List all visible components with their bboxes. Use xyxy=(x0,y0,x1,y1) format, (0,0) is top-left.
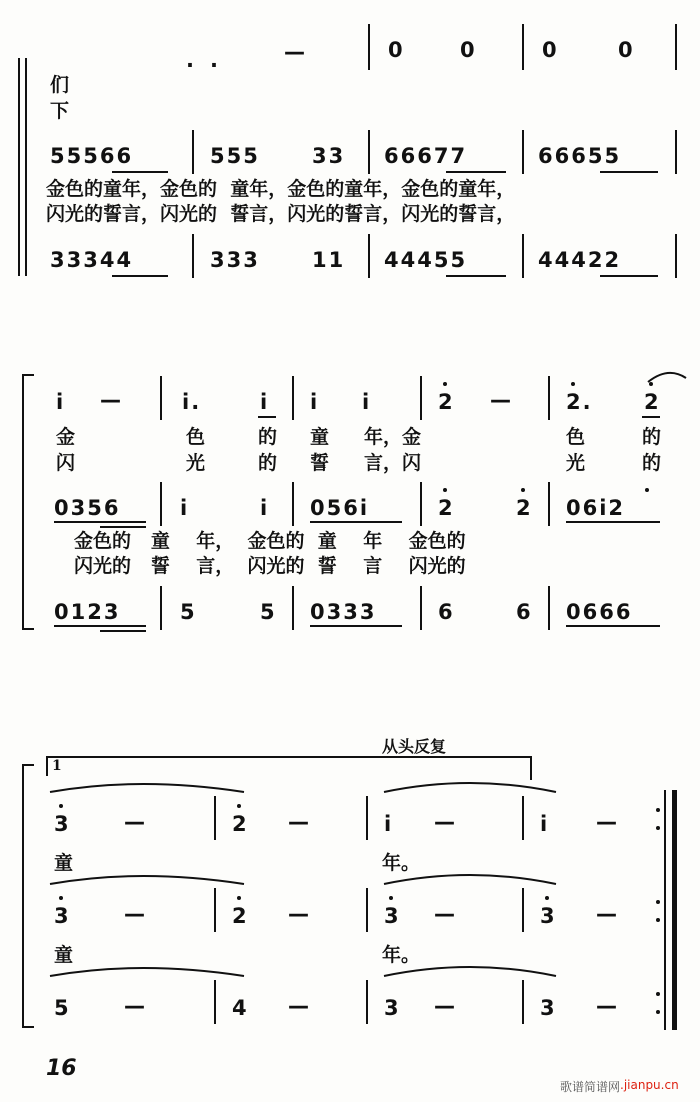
note: 5 xyxy=(54,996,71,1020)
lyric: 色 xyxy=(186,426,206,448)
lyric-line: 金色的 童 年， 金色的 童 年 金色的 xyxy=(74,530,466,552)
lyric-line: 闪光的 誓 言， 闪光的 誓 言 闪光的 xyxy=(74,555,466,577)
note-group: 33 xyxy=(312,144,346,168)
repeat-instruction: 从头反复 xyxy=(382,737,447,756)
lyric: 年。 xyxy=(382,944,421,966)
note: 3 xyxy=(540,904,557,928)
lyric: 童 xyxy=(310,426,330,448)
lyric: 的 xyxy=(642,452,662,474)
note: . xyxy=(210,48,220,72)
note-group: 0333 xyxy=(310,600,377,624)
note: i xyxy=(260,496,270,520)
tie xyxy=(50,876,244,884)
lyric: 年。 xyxy=(382,852,421,874)
note: — xyxy=(100,388,123,412)
note-group: 0123 xyxy=(54,600,121,624)
lyric: 金 xyxy=(56,426,76,448)
note: — xyxy=(124,994,147,1018)
note-group: 44422 xyxy=(538,248,622,272)
volta-number: 1 xyxy=(52,758,62,774)
page-number: 16 xyxy=(46,1056,77,1081)
tie xyxy=(384,875,556,884)
note: 2 xyxy=(232,812,249,836)
note: 3 xyxy=(540,996,557,1020)
note-group: 333 xyxy=(210,248,260,272)
note: 6 xyxy=(516,600,533,624)
note-group: 66655 xyxy=(538,144,622,168)
note: 5 xyxy=(180,600,197,624)
lyric: 色 xyxy=(566,426,586,448)
note: i xyxy=(260,390,270,414)
note: i xyxy=(310,390,320,414)
lyric: 誓 xyxy=(310,452,330,474)
note: 3 xyxy=(54,904,71,928)
note: — xyxy=(434,810,457,834)
note: 4 xyxy=(232,996,249,1020)
note: i. xyxy=(182,390,202,414)
note-group: 66677 xyxy=(384,144,468,168)
note-group: 33344 xyxy=(50,248,134,272)
lyric: 童 xyxy=(54,944,74,966)
note: 0 xyxy=(460,38,477,62)
note-group: 06i2 xyxy=(566,496,626,520)
note: — xyxy=(434,994,457,1018)
note: — xyxy=(490,388,513,412)
note: — xyxy=(124,810,147,834)
note: 2 xyxy=(516,496,533,520)
note-group: 0666 xyxy=(566,600,633,624)
note: i xyxy=(180,496,190,520)
tie xyxy=(384,967,556,976)
note: 0 xyxy=(388,38,405,62)
tie xyxy=(50,968,244,976)
note: 0 xyxy=(618,38,635,62)
note: 2 xyxy=(232,904,249,928)
note: — xyxy=(288,994,311,1018)
lyric: 闪 xyxy=(56,452,76,474)
note: — xyxy=(434,902,457,926)
watermark-text: 歌谱简谱网 xyxy=(560,1080,621,1094)
note: 3 xyxy=(54,812,71,836)
note: i xyxy=(56,390,66,414)
note: — xyxy=(124,902,147,926)
tie xyxy=(50,784,244,792)
lyric: 言，闪 xyxy=(364,452,422,474)
note-group: 0356 xyxy=(54,496,121,520)
note: 0 xyxy=(542,38,559,62)
note: i xyxy=(384,812,394,836)
note: — xyxy=(284,40,307,64)
note-group: 55566 xyxy=(50,144,134,168)
note-group: 11 xyxy=(312,248,346,272)
lyric: 的 xyxy=(642,426,662,448)
tie xyxy=(384,783,556,792)
note: 2. xyxy=(566,390,593,414)
lyric: 童 xyxy=(54,852,74,874)
lyric: 下 xyxy=(50,100,70,122)
note: — xyxy=(596,810,619,834)
slur xyxy=(648,373,686,382)
note-group: 555 xyxy=(210,144,260,168)
note-group: 056i xyxy=(310,496,370,520)
note: — xyxy=(288,810,311,834)
note: 6 xyxy=(438,600,455,624)
note: i xyxy=(362,390,372,414)
lyric: 的 xyxy=(258,452,278,474)
lyric: 们 xyxy=(50,74,70,96)
note: 3 xyxy=(384,904,401,928)
note: 5 xyxy=(260,600,277,624)
watermark-url: .jianpu.cn xyxy=(620,1078,679,1092)
note: — xyxy=(596,994,619,1018)
note: 2 xyxy=(438,496,455,520)
note: 3 xyxy=(384,996,401,1020)
note: — xyxy=(596,902,619,926)
note: i xyxy=(540,812,550,836)
note-group: 44455 xyxy=(384,248,468,272)
note: 2 xyxy=(438,390,455,414)
lyric: 的 xyxy=(258,426,278,448)
lyric: 年，金 xyxy=(364,426,422,448)
lyric: 光 xyxy=(186,452,206,474)
lyric-line: 金色的童年，金色的 童年，金色的童年，金色的童年， xyxy=(46,178,516,200)
lyric: 光 xyxy=(566,452,586,474)
lyric-line: 闪光的誓言，闪光的 誓言，闪光的誓言，闪光的誓言， xyxy=(46,203,516,225)
note: . xyxy=(186,48,196,72)
note: 2 xyxy=(644,390,661,414)
note: — xyxy=(288,902,311,926)
